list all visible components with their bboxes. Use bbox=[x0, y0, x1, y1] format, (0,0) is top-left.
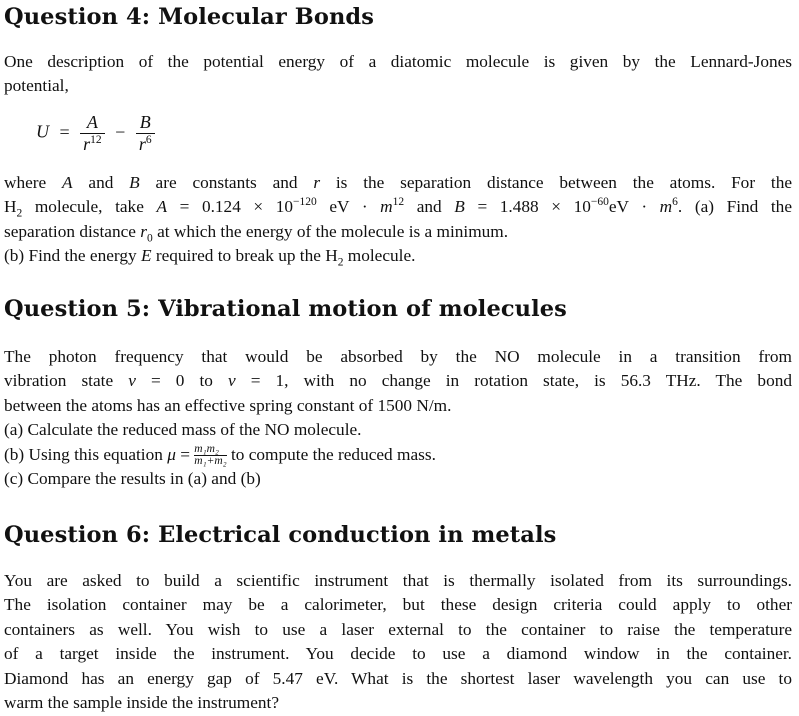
q4-body-line-3: separation distance $r_0$ at which the energy of the molecule is a minimum. bbox=[4, 221, 509, 245]
q5-line-3: between the atoms has an effective spring constant of 1500 N/m. bbox=[4, 395, 452, 415]
eq-r-1: r bbox=[83, 134, 91, 154]
q6-line-5: Diamond has an energy gap of 5.47 eV. What is the shortest laser wavelength you can use to bbox=[4, 668, 792, 688]
eq-minus: − bbox=[115, 121, 126, 142]
eq-fraction-B bbox=[136, 112, 155, 155]
question-5-title: Question 5: Vibrational motion of molecules bbox=[4, 296, 567, 322]
eq-fraction-A bbox=[80, 112, 105, 155]
q4-intro-line-2: potential, bbox=[4, 76, 69, 96]
q6-line-4: of a target inside the instrument. You decide to use a diamond window in the container. bbox=[4, 644, 792, 664]
q4-body-line-2: $H_2$ molecule, take $A = 0.124 \times 10^{-120}$ eV · $m^{12}$ and $B = 1.488 \times 10^{-60}eV \cdot m^6$. (a) Find the bbox=[4, 196, 792, 220]
q5-line-2: vibration state ν = 0 to ν = 1, with no change in rotation state, is 56.3 THz. The bond bbox=[4, 371, 792, 391]
q5-line-6: (c) Compare the results in (a) and (b) bbox=[4, 469, 261, 489]
eq-B: B bbox=[136, 112, 155, 134]
q6-line-1: You are asked to build a scientific instrument that is thermally isolated from its surroundings. bbox=[4, 571, 792, 590]
eq-A: A bbox=[80, 112, 105, 134]
q4-intro-line-1: One description of the potential energy of a diatomic molecule is given by the Lennard-Jones bbox=[4, 52, 792, 71]
eq-power-6: 6 bbox=[145, 134, 152, 146]
question-5-body bbox=[4, 345, 792, 492]
q6-line-6: warm the sample inside the instrument? bbox=[4, 693, 279, 713]
question-4-title: Question 4: Molecular Bonds bbox=[4, 4, 375, 30]
q4-body-line-4: (b) Find the energy E required to break up the $H_2$ molecule. bbox=[4, 246, 416, 269]
question-6-body bbox=[4, 569, 792, 715]
q5-line-4: (a) Calculate the reduced mass of the NO molecule. bbox=[4, 420, 362, 440]
q5-line-5: (b) Using this equation μ = $\frac{\text{m₁m₂}}{\text{m₁+m₂}}$ to compute the reduced mass. bbox=[4, 443, 436, 468]
question-4-intro bbox=[4, 50, 792, 99]
q6-line-2: The isolation container may be a calorimeter, but these design criteria could apply to other bbox=[4, 595, 792, 615]
lennard-jones-equation bbox=[36, 112, 155, 155]
q5-line-1: The photon frequency that would be absorbed by the NO molecule in a transition from bbox=[4, 347, 792, 366]
eq-power-12: 12 bbox=[90, 134, 102, 146]
eq-r-2: r bbox=[138, 134, 146, 154]
reduced-mass-fraction: $\frac{\text{m₁m₂}}{\text{m₁+m₂}}$ bbox=[194, 443, 227, 468]
q4-body-line-1: where A and B are constants and r is the separation distance between the atoms. For the bbox=[4, 173, 792, 192]
q6-line-3: containers as well. You wish to use a laser external to the container to raise the temperature bbox=[4, 619, 792, 639]
question-4-body bbox=[4, 171, 792, 269]
question-6-title: Question 6: Electrical conduction in metals bbox=[4, 522, 557, 548]
eq-U: U bbox=[36, 121, 49, 142]
eq-equals: = bbox=[59, 121, 70, 142]
